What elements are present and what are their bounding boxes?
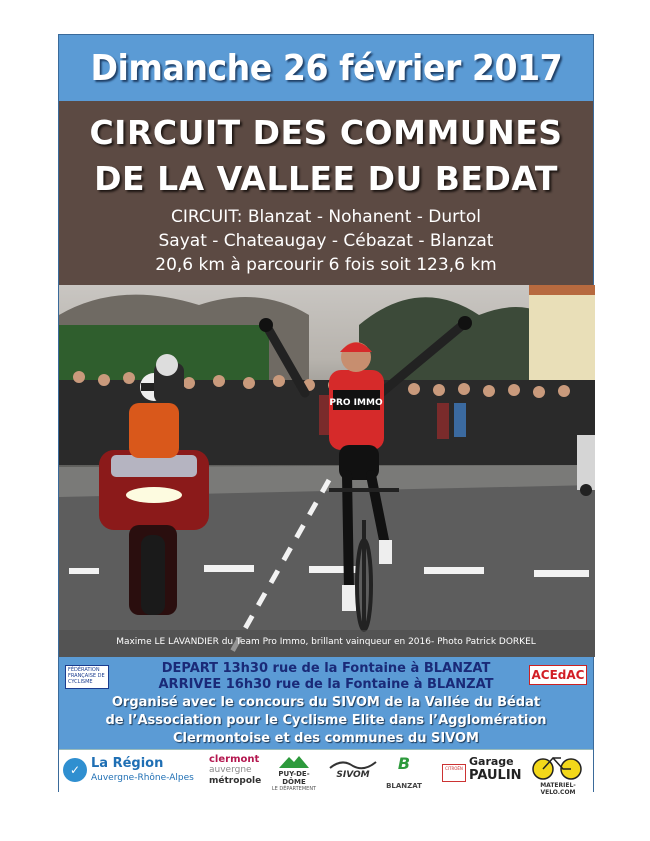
distance-line: 20,6 km à parcourir 6 fois soit 123,6 km — [155, 255, 497, 275]
bicycle-icon — [531, 754, 583, 780]
region-logo-icon: ✓ — [63, 758, 87, 782]
event-title-line1: CIRCUIT DES COMMUNES — [89, 113, 563, 152]
race-photo-illustration — [59, 285, 595, 657]
puy-de-dome-text: PUY-DE-DÔME — [278, 770, 310, 786]
region-sub: Auvergne-Rhône-Alpes — [91, 773, 194, 783]
route-line1: CIRCUIT: Blanzat - Nohanent - Durtol — [171, 207, 481, 227]
sivom-wave-icon — [330, 758, 376, 770]
route-line2: Sayat - Chateaugay - Cébazat - Blanzat — [158, 231, 494, 251]
puy-de-dome-sub: LE DÉPARTEMENT — [271, 786, 317, 792]
event-date: Dimanche 26 février 2017 — [90, 47, 562, 89]
materiel-velo-text: MATERIEL-VELO.COM — [540, 782, 576, 796]
sivom-text: SIVOM — [336, 770, 370, 780]
clermont-logo-line2: auvergne — [209, 765, 252, 775]
jersey-text: PRO IMMO — [329, 398, 383, 408]
organiser-line2: de l’Association pour le Cyclisme Elite dans l’Agglomération — [105, 713, 547, 728]
clermont-logo-line3: métropole — [209, 776, 262, 786]
blanzat-mark: B — [397, 754, 411, 773]
sivom-logo — [329, 758, 377, 784]
blanzat-logo — [384, 756, 424, 790]
photo-caption: Maxime LE LAVANDIER du Team Pro Immo, brillant vainqueur en 2016- Photo Patrick DORKEL — [116, 637, 536, 647]
blanzat-text: BLANZAT — [386, 782, 422, 790]
ffc-logo: FÉDÉRATION FRANÇAISE DE CYCLISME — [65, 665, 109, 689]
organiser-line1: Organisé avec le concours du SIVOM de la Vallée du Bédat — [111, 695, 541, 710]
event-poster — [58, 34, 594, 796]
puy-de-dome-logo — [269, 758, 319, 792]
citroen-logo: CITROËN — [442, 764, 466, 782]
region-name: La Région — [91, 756, 164, 771]
garage-name: PAULIN — [469, 768, 522, 783]
garage-text: Garage — [469, 755, 514, 768]
acedac-logo: ACEdAC — [529, 665, 587, 685]
sponsor-bar — [59, 749, 593, 794]
organiser-line3: Clermontoise et des communes du SIVOM — [172, 731, 479, 746]
arrivee-info: ARRIVEE 16h30 rue de la Fontaine à BLANZAT — [158, 677, 494, 692]
event-title-line2: DE LA VALLEE DU BEDAT — [94, 159, 558, 198]
info-banner — [59, 657, 593, 749]
depart-info: DEPART 13h30 rue de la Fontaine à BLANZAT — [161, 661, 491, 676]
clermont-logo-line1: clermont — [209, 754, 260, 765]
title-banner — [59, 101, 593, 285]
volcano-icon — [279, 754, 309, 768]
race-photo — [59, 285, 593, 657]
date-banner — [59, 35, 593, 101]
